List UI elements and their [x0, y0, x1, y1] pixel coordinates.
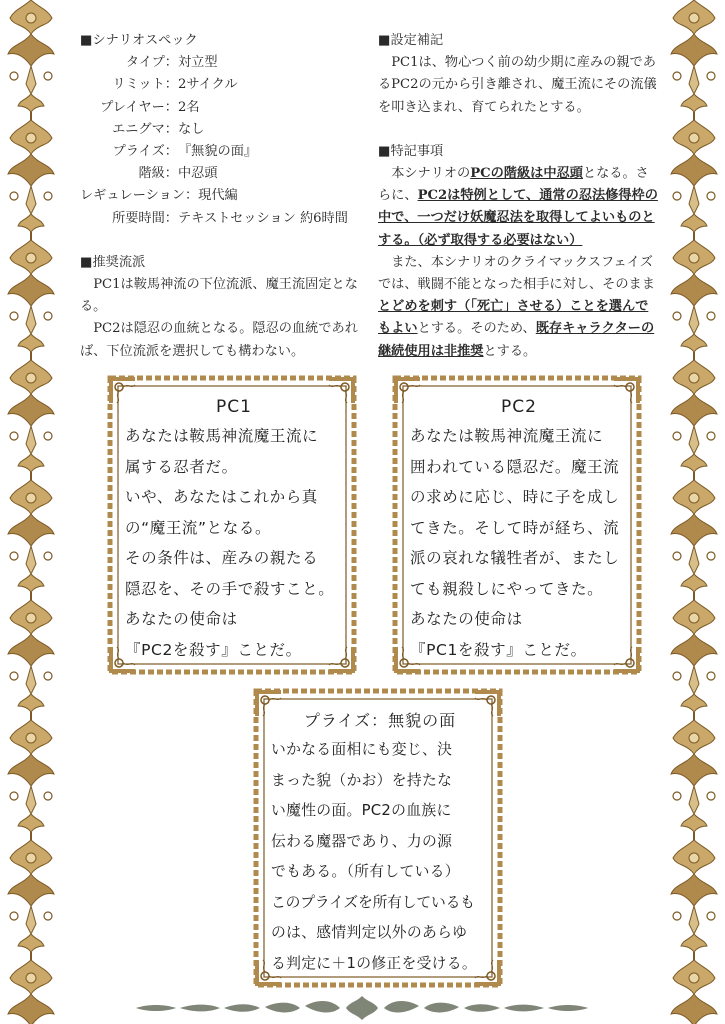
spec-row — [80, 185, 370, 207]
setting-heading: ■設定補記 — [378, 33, 444, 48]
notes-emphasis: とどめを刺す（「死亡」させる）ことを選んでもよい — [378, 299, 649, 337]
notes-text: とする。そのため、 — [417, 321, 536, 337]
notes-emphasis: PC2は特例として、通常の忍法修得枠の中で、一つだけ妖魔忍法を取得してよいものとする。（必ず取得する必要はない） — [378, 188, 658, 248]
spec-label: 所要時間： — [112, 210, 178, 226]
spec-list — [80, 52, 370, 230]
spacer — [378, 119, 660, 141]
spec-heading: ■シナリオスペック — [80, 33, 198, 48]
left-column — [80, 30, 370, 363]
pc1-line: 隠忍を、その手で殺すこと。 — [125, 579, 335, 598]
pc2-content — [410, 397, 628, 665]
prize-card — [253, 688, 503, 988]
pc1-content — [125, 397, 343, 665]
spec-value: 現代編 — [198, 188, 238, 204]
spec-label: リミット： — [112, 77, 178, 93]
prize-line: 伝わる魔器であり、力の源 — [271, 832, 453, 850]
pc1-line: 『PC2を殺す』ことだ。 — [125, 640, 302, 659]
spec-row — [80, 141, 370, 163]
pc1-line: あなたは鞍馬神流魔王流に — [125, 427, 319, 445]
prize-line: でもある。（所有している） — [271, 863, 460, 880]
prize-line: このプライズを所有しているも — [271, 893, 475, 911]
notes-text: また、本シナリオのクライマックスフェイズでは、戦闘不能となった相手に対し、そのまま — [378, 254, 655, 293]
spec-label: エニグマ： — [112, 121, 178, 137]
spec-value: 2名 — [178, 99, 200, 115]
spec-value: 対立型 — [178, 55, 218, 71]
prize-line: い魔性の面。PC2の血族に — [271, 802, 452, 819]
spec-label: レギュレーション： — [80, 188, 199, 204]
notes-emphasis: 既存キャラクターの継続使用は非推奨 — [378, 321, 655, 359]
spec-value: 2サイクル — [178, 77, 238, 93]
pc2-title: PC2 — [501, 397, 537, 417]
school-paragraph-2: PC2は隠忍の血統となる。隠忍の血統であれば、下位流派を選択しても構わない。 — [80, 321, 358, 359]
left-ornament-icon — [0, 0, 62, 1024]
prize-line: いかなる面相にも変じ、決 — [271, 741, 453, 758]
notes-text: となる。さらに、 — [378, 166, 649, 204]
notes-heading: ■特記事項 — [378, 143, 444, 159]
pc1-line: その条件は、産みの親たる — [125, 549, 319, 567]
pc2-line: 囲われている隠忍だ。魔王流 — [410, 457, 620, 476]
spec-value: テキストセッション 約6時間 — [178, 210, 348, 226]
spec-value: 中忍頭 — [178, 166, 218, 182]
prize-line: のは、感情判定以外のあらゆ — [271, 924, 468, 941]
spec-row — [80, 119, 370, 141]
prize-title: プライズ：無貌の面 — [303, 711, 457, 730]
notes-paragraph-1 — [378, 163, 660, 252]
bottom-ornament-icon — [130, 994, 595, 1022]
notes-text: とする。 — [483, 343, 537, 359]
pc2-line: 派の哀れな犠牲者が、またし — [410, 549, 620, 567]
spec-row — [80, 97, 370, 119]
pc1-line: 属する忍者だ。 — [125, 457, 238, 476]
spec-value: 『無貌の面』 — [178, 144, 258, 160]
pc2-card — [392, 375, 642, 675]
pc1-title: PC1 — [216, 397, 252, 417]
school-heading: ■推奨流派 — [80, 254, 146, 270]
pc1-line: いや、あなたはこれから真 — [125, 488, 318, 506]
setting-paragraph: PC1は、物心つく前の幼少期に産みの親であるPC2の元から引き離され、魔王流にその流儀を叩き込まれ、育てられたとする。 — [378, 55, 657, 115]
right-column — [378, 30, 660, 363]
spec-row — [80, 163, 370, 185]
pc2-line: 『PC1を殺す』ことだ。 — [410, 640, 587, 659]
school-paragraph-1: PC1は鞍馬神流の下位流派、魔王流固定となる。 — [80, 277, 358, 315]
notes-text: 本シナリオの — [391, 166, 471, 182]
left-ornament-border — [0, 0, 62, 1024]
spec-label: 階級： — [138, 166, 178, 182]
notes-emphasis: PCの階級は中忍頭 — [470, 166, 583, 182]
pc2-line: あなたの使命は — [410, 610, 523, 628]
spec-row — [80, 74, 370, 96]
spec-label: プレイヤー： — [100, 99, 178, 115]
pc1-line: あなたの使命は — [125, 610, 238, 628]
pc2-line: てきた。そして時が経ち、流 — [410, 518, 620, 537]
prize-line: る判定に＋1の修正を受ける。 — [271, 954, 477, 972]
prize-line: まった貌（かお）を持たな — [271, 771, 453, 789]
pc2-line: ても親殺しにやってきた。 — [410, 579, 604, 598]
pc2-line: の求めに応じ、時に子を成し — [410, 488, 620, 506]
spec-row — [80, 208, 370, 230]
spec-row — [80, 52, 370, 74]
pc1-card — [107, 375, 357, 675]
notes-paragraph-2 — [378, 252, 660, 363]
spacer — [80, 230, 370, 252]
right-ornament-icon — [663, 0, 725, 1024]
pc2-line: あなたは鞍馬神流魔王流に — [410, 427, 604, 445]
spec-label: プライズ： — [112, 144, 178, 160]
pc1-line: の“魔王流”となる。 — [125, 518, 272, 537]
prize-content — [271, 708, 489, 979]
right-ornament-border — [663, 0, 725, 1024]
spec-value: なし — [178, 121, 205, 137]
spec-label: タイプ： — [125, 55, 178, 71]
